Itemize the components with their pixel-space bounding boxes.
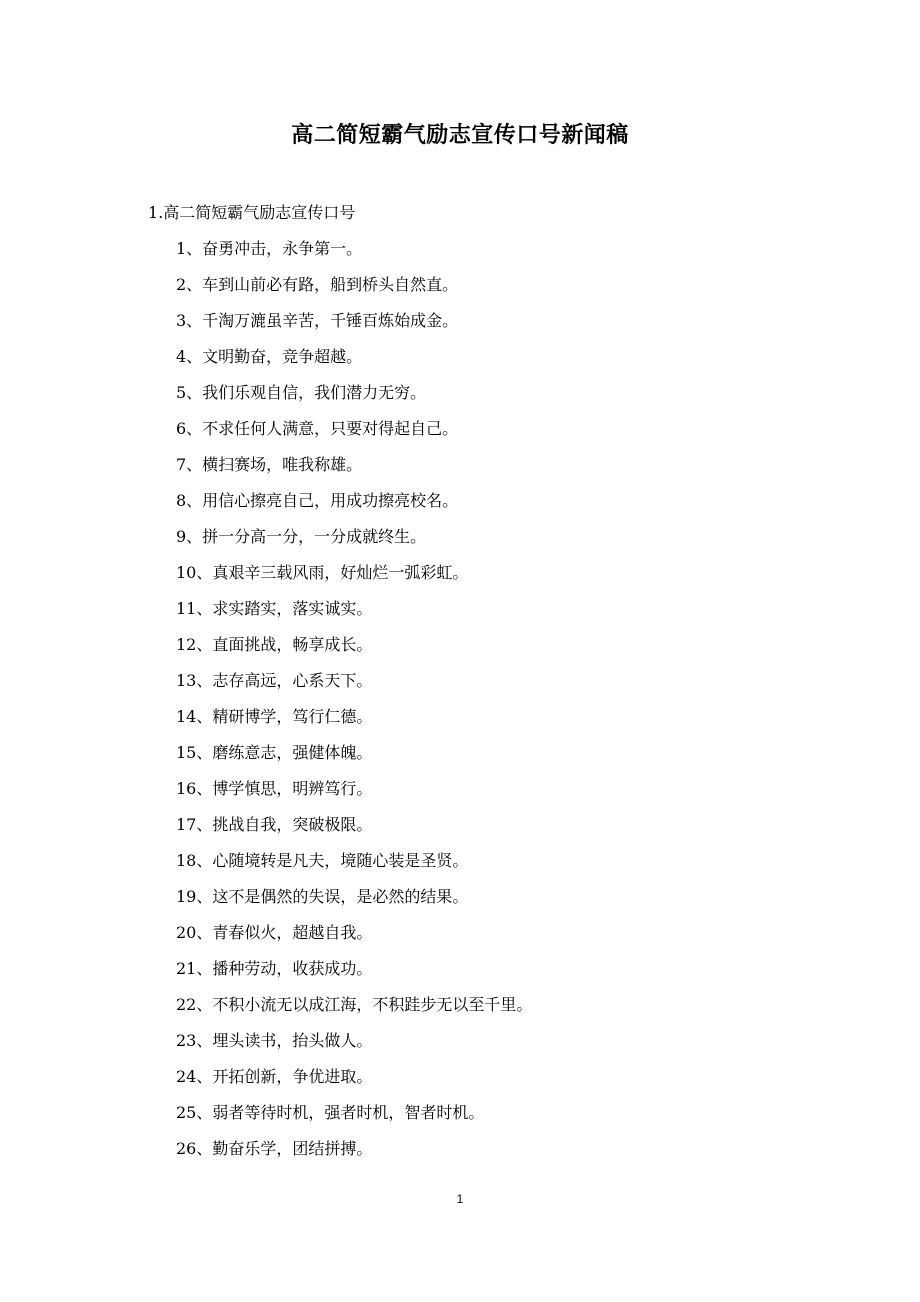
slogan-item: 2、车到山前必有路，船到桥头自然直。 <box>176 275 459 294</box>
slogan-item: 19、这不是偶然的失误，是必然的结果。 <box>176 887 469 906</box>
slogan-item: 7、横扫赛场，唯我称雄。 <box>176 455 363 474</box>
slogan-item: 8、用信心擦亮自己，用成功擦亮校名。 <box>176 491 459 510</box>
slogan-item: 24、开拓创新，争优进取。 <box>176 1067 373 1086</box>
page-number: 1 <box>456 1192 464 1206</box>
slogan-item: 18、心随境转是凡夫，境随心装是圣贤。 <box>176 851 469 870</box>
slogan-item: 13、志存高远，心系天下。 <box>176 671 373 690</box>
document-title: 高二简短霸气励志宣传口号新闻稿 <box>291 122 629 148</box>
slogan-item: 15、磨练意志，强健体魄。 <box>176 743 373 762</box>
slogan-item: 21、播种劳动，收获成功。 <box>176 959 373 978</box>
slogan-item: 5、我们乐观自信，我们潜力无穷。 <box>176 383 427 402</box>
slogan-item: 3、千淘万漉虽辛苦，千锤百炼始成金。 <box>176 311 459 330</box>
slogan-item: 9、拼一分高一分，一分成就终生。 <box>176 527 427 546</box>
slogan-item: 26、勤奋乐学，团结拼搏。 <box>176 1139 373 1158</box>
slogan-item: 22、不积小流无以成江海，不积跬步无以至千里。 <box>176 995 533 1014</box>
slogan-item: 10、真艰辛三载风雨，好灿烂一弧彩虹。 <box>176 563 469 582</box>
slogan-item: 25、弱者等待时机，强者时机，智者时机。 <box>176 1103 485 1122</box>
section-heading: 1.高二简短霸气励志宣传口号 <box>148 203 356 222</box>
slogan-item: 1、奋勇冲击，永争第一。 <box>176 239 363 258</box>
slogan-item: 4、文明勤奋，竞争超越。 <box>176 347 363 366</box>
slogan-item: 11、求实踏实，落实诚实。 <box>176 599 373 618</box>
slogan-item: 23、埋头读书，抬头做人。 <box>176 1031 373 1050</box>
slogan-item: 6、不求任何人满意，只要对得起自己。 <box>176 419 459 438</box>
slogan-list <box>176 236 532 1172</box>
slogan-item: 12、直面挑战，畅享成长。 <box>176 635 373 654</box>
slogan-item: 14、精研博学，笃行仁德。 <box>176 707 373 726</box>
slogan-item: 20、青春似火，超越自我。 <box>176 923 373 942</box>
slogan-item: 16、博学慎思，明辨笃行。 <box>176 779 373 798</box>
slogan-item: 17、挑战自我，突破极限。 <box>176 815 373 834</box>
